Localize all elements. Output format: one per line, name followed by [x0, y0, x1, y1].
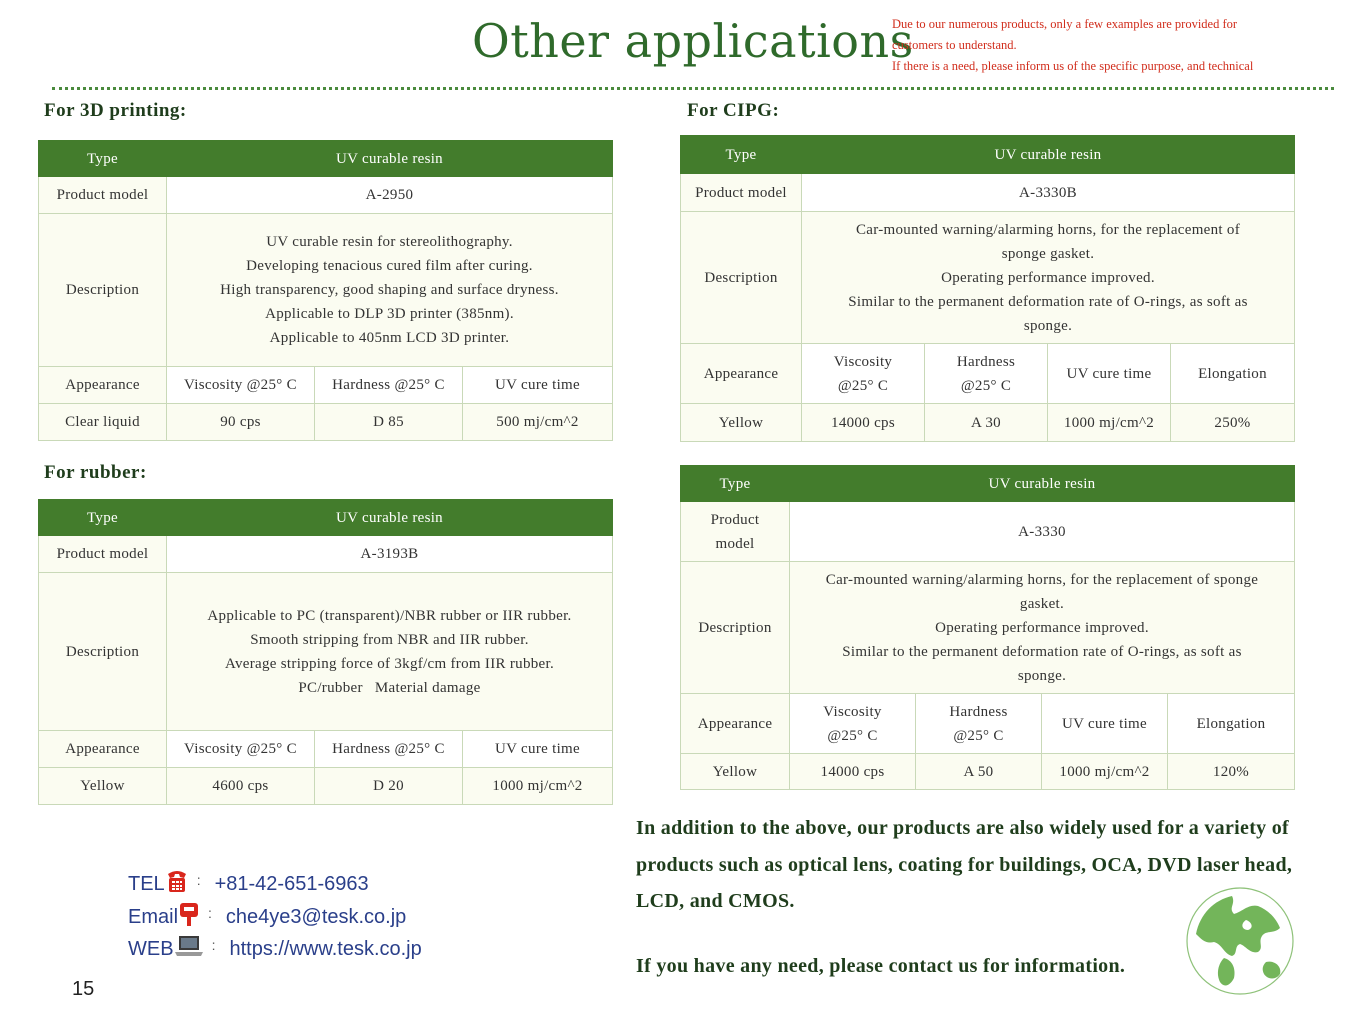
- contact-tel: [128, 868, 369, 900]
- appearance-label: Appearance: [681, 694, 790, 754]
- description-line: sponge gasket.: [1001, 245, 1095, 262]
- type-label: Type: [681, 136, 802, 174]
- description-line: Average stripping force of 3kgf/cm from IIR rubber.: [224, 655, 555, 672]
- description-line: Applicable to PC (transparent)/NBR rubber or IIR rubber.: [207, 607, 572, 624]
- model-value: A-3193B: [167, 536, 613, 573]
- web-value[interactable]: https://www.tesk.co.jp: [229, 937, 422, 960]
- description-line: UV curable resin for stereolithography.: [266, 234, 513, 250]
- description-line: PC/rubber Material damage: [298, 679, 481, 696]
- spec-table-rubber: [38, 499, 613, 805]
- appearance-label: Appearance: [39, 731, 167, 768]
- hardness-header-temp: @25° C: [960, 377, 1012, 394]
- contact-email: [128, 901, 406, 933]
- description-line: sponge.: [1017, 667, 1067, 684]
- description-label: Description: [39, 214, 167, 367]
- section-title-rubber: For rubber:: [44, 462, 147, 483]
- type-value: UV curable resin: [802, 136, 1295, 174]
- model-label-line: Product: [710, 511, 760, 528]
- page-number: 15: [72, 978, 95, 1000]
- notice-line: customers to understand.: [892, 38, 1017, 52]
- type-label: Type: [681, 466, 790, 502]
- spec-table-cipg-a3330: [680, 465, 1295, 790]
- elongation-value: 250%: [1171, 404, 1295, 442]
- hardness-value: A 50: [916, 754, 1042, 790]
- uv-cure-time-header: UV cure time: [1042, 694, 1168, 754]
- description-line: High transparency, good shaping and surface dryness.: [220, 282, 559, 298]
- viscosity-header-temp: @25° C: [827, 727, 878, 744]
- mailbox-icon: [178, 901, 200, 933]
- notice-line: Due to our numerous products, only a few examples are provided for: [892, 17, 1238, 31]
- appearance-label: Appearance: [681, 344, 802, 404]
- description-line: Smooth stripping from NBR and IIR rubber.: [250, 631, 529, 648]
- type-value: UV curable resin: [167, 500, 613, 536]
- description-value: [167, 573, 613, 731]
- hardness-header-temp: @25° C: [953, 727, 1004, 744]
- model-value: A-2950: [167, 177, 613, 214]
- hardness-value: D 20: [315, 768, 463, 805]
- description-line: Similar to the permanent deformation rate of O-rings, as soft as: [842, 643, 1242, 660]
- description-value: [802, 212, 1295, 344]
- description-line: Operating performance improved.: [935, 619, 1149, 636]
- type-label: Type: [39, 500, 167, 536]
- globe-icon: [1184, 884, 1296, 998]
- elongation-value: 120%: [1168, 754, 1295, 790]
- notice-text: [892, 14, 1352, 77]
- viscosity-header: Viscosity @25° C: [167, 367, 315, 404]
- viscosity-header: Viscosity @25° C: [167, 731, 315, 768]
- model-label: Product model: [39, 177, 167, 214]
- appearance-value: Clear liquid: [39, 404, 167, 441]
- description-label: Description: [681, 212, 802, 344]
- uv-cure-time-value: 1000 mj/cm^2: [463, 768, 613, 805]
- section-title-3d-printing: For 3D printing:: [44, 100, 187, 121]
- description-line: Applicable to DLP 3D printer (385nm).: [265, 306, 514, 322]
- laptop-icon: [174, 934, 204, 964]
- appearance-value: Yellow: [681, 404, 802, 442]
- description-line: Applicable to 405nm LCD 3D printer.: [269, 330, 510, 346]
- hardness-header-line: Hardness: [949, 703, 1008, 720]
- description-line: Car-mounted warning/alarming horns, for the replacement of sponge: [825, 571, 1259, 588]
- tel-value: +81-42-651-6963: [214, 872, 369, 895]
- uv-cure-time-header: UV cure time: [1048, 344, 1171, 404]
- viscosity-header-line: Viscosity: [833, 353, 893, 370]
- appearance-label: Appearance: [39, 367, 167, 404]
- hardness-header: Hardness @25° C: [315, 731, 463, 768]
- notice-line: If there is a need, please inform us of the specific purpose, and technical: [892, 59, 1254, 73]
- separator: :: [208, 905, 212, 921]
- hardness-value: A 30: [925, 404, 1048, 442]
- model-label-line: model: [715, 535, 755, 552]
- contact-web: [128, 934, 422, 964]
- description-label: Description: [681, 562, 790, 694]
- type-value: UV curable resin: [790, 466, 1295, 502]
- model-value: A-3330B: [802, 174, 1295, 212]
- viscosity-value: 14000 cps: [802, 404, 925, 442]
- model-label: [681, 502, 790, 562]
- separator: :: [196, 872, 201, 888]
- model-label: Product model: [39, 536, 167, 573]
- description-line: Operating performance improved.: [941, 269, 1155, 286]
- description-line: Similar to the permanent deformation rate of O-rings, as soft as: [848, 293, 1248, 310]
- appearance-value: Yellow: [681, 754, 790, 790]
- web-label: WEB: [128, 937, 174, 960]
- viscosity-value: 14000 cps: [790, 754, 916, 790]
- elongation-header: Elongation: [1168, 694, 1295, 754]
- model-value: A-3330: [790, 502, 1295, 562]
- viscosity-header-line: Viscosity: [823, 703, 882, 720]
- spec-table-3d-printing: [38, 140, 613, 441]
- uv-cure-time-header: UV cure time: [463, 731, 613, 768]
- description-line: Developing tenacious cured film after curing.: [246, 258, 533, 274]
- telephone-icon: [165, 868, 189, 900]
- uv-cure-time-value: 1000 mj/cm^2: [1042, 754, 1168, 790]
- separator: :: [211, 937, 216, 953]
- hardness-header: [925, 344, 1048, 404]
- viscosity-value: 4600 cps: [167, 768, 315, 805]
- email-label: Email: [128, 905, 179, 928]
- hardness-header-line: Hardness: [956, 353, 1016, 370]
- model-label: Product model: [681, 174, 802, 212]
- description-value: [167, 214, 613, 367]
- contact-prompt: If you have any need, please contact us for information.: [636, 955, 1126, 977]
- viscosity-header: [802, 344, 925, 404]
- type-label: Type: [39, 141, 167, 177]
- applications-paragraph: In addition to the above, our products are also widely used for a variety of products such as optical lens, coating for buildings, OCA, DVD laser head, LCD, and CMOS.: [636, 817, 1293, 912]
- description-line: gasket.: [1019, 595, 1065, 612]
- description-label: Description: [39, 573, 167, 731]
- tel-label: TEL: [128, 872, 165, 895]
- uv-cure-time-header: UV cure time: [463, 367, 613, 404]
- spec-table-cipg-a3330b: [680, 135, 1295, 442]
- header-divider: [52, 87, 1334, 90]
- description-line: sponge.: [1023, 317, 1073, 334]
- email-value[interactable]: che4ye3@tesk.co.jp: [225, 905, 407, 928]
- viscosity-value: 90 cps: [167, 404, 315, 441]
- page-title: Other applications: [472, 14, 914, 68]
- description-value: [790, 562, 1295, 694]
- section-title-cipg: For CIPG:: [687, 100, 780, 121]
- hardness-value: D 85: [315, 404, 463, 441]
- viscosity-header-temp: @25° C: [837, 377, 889, 394]
- hardness-header: Hardness @25° C: [315, 367, 463, 404]
- uv-cure-time-value: 1000 mj/cm^2: [1048, 404, 1171, 442]
- elongation-header: Elongation: [1171, 344, 1295, 404]
- description-line: Car-mounted warning/alarming horns, for the replacement of: [855, 221, 1241, 238]
- uv-cure-time-value: 500 mj/cm^2: [463, 404, 613, 441]
- hardness-header: [916, 694, 1042, 754]
- appearance-value: Yellow: [39, 768, 167, 805]
- viscosity-header: [790, 694, 916, 754]
- type-value: UV curable resin: [167, 141, 613, 177]
